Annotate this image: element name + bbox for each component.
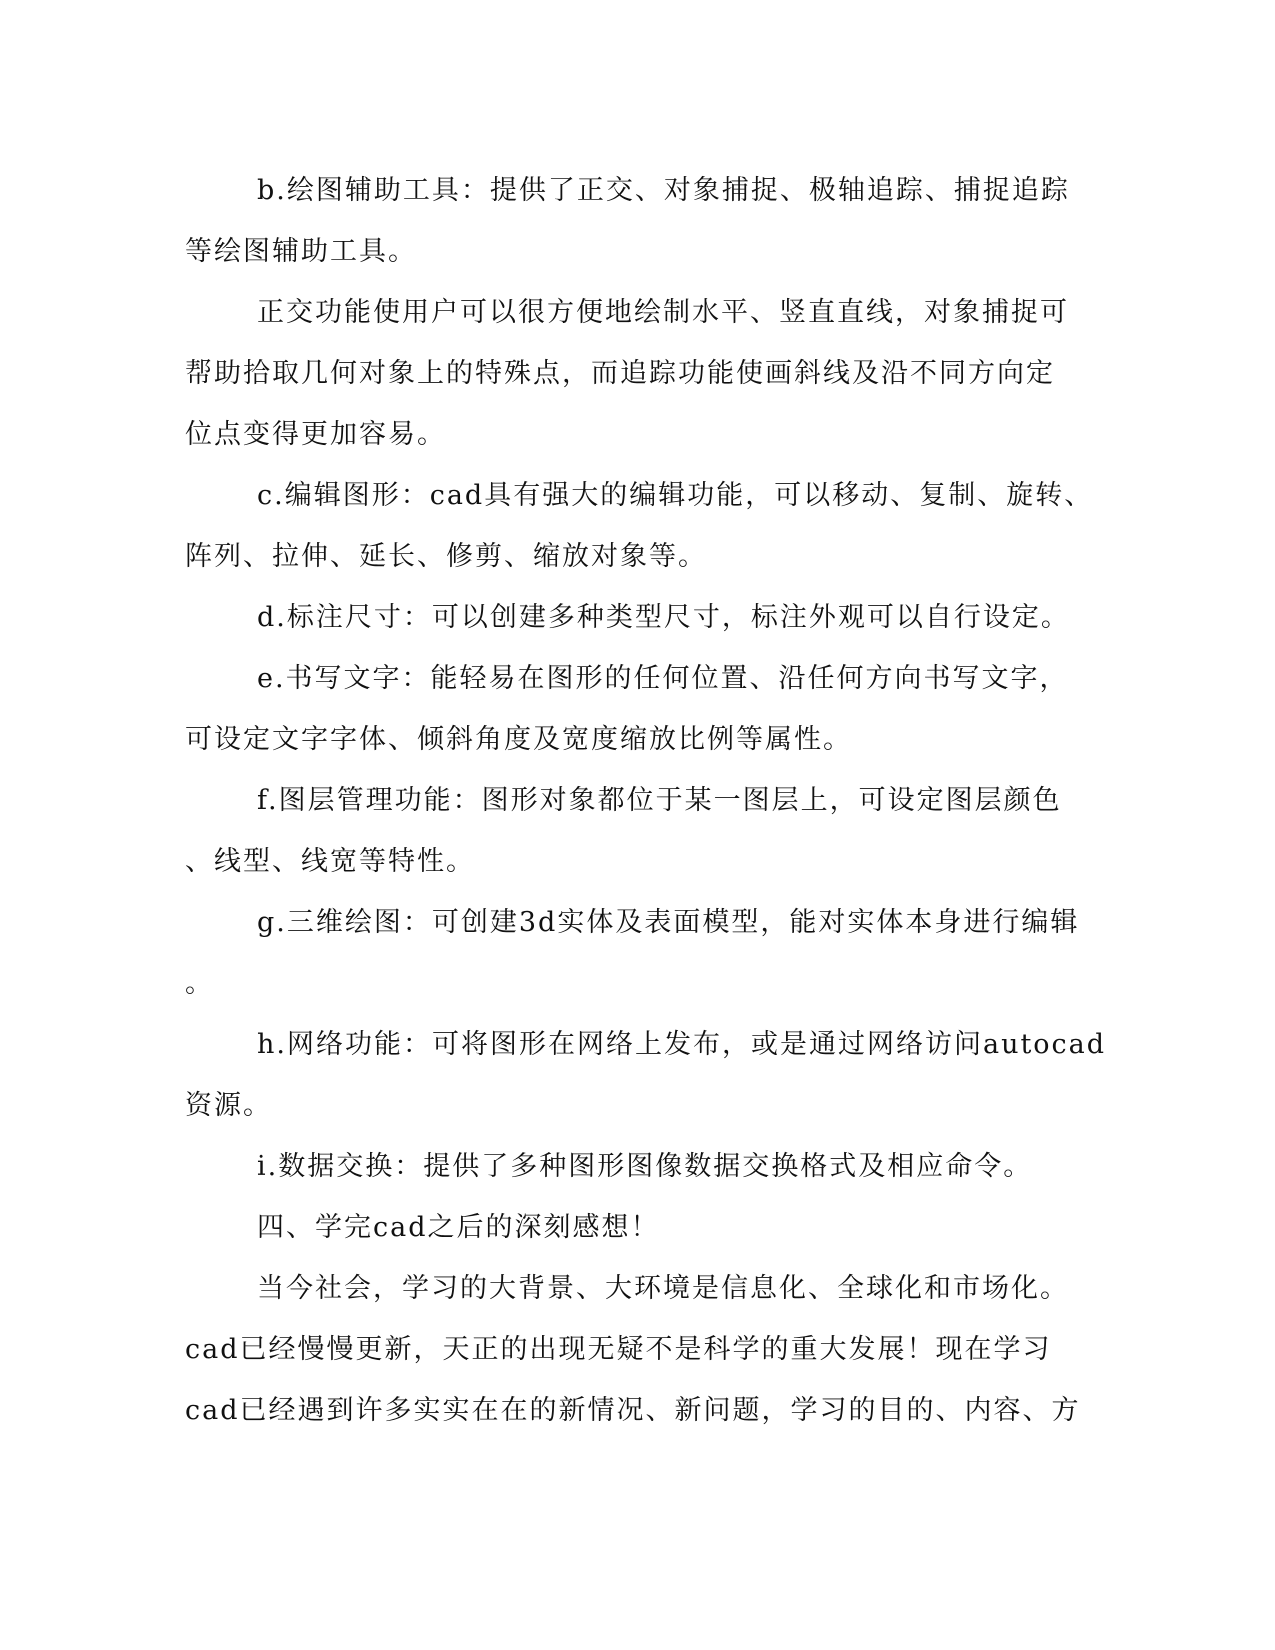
text-line: e.书写文字：能轻易在图形的任何位置、沿任何方向书写文字， xyxy=(257,663,1069,694)
text-line: cad已经慢慢更新，天正的出现无疑不是科学的重大发展！现在学习 xyxy=(185,1334,1052,1365)
text-line: b.绘图辅助工具：提供了正交、对象捕捉、极轴追踪、捕捉追踪 xyxy=(257,175,1070,206)
text-line: g.三维绘图：可创建3d实体及表面模型，能对实体本身进行编辑 xyxy=(257,907,1080,938)
text-line: i.数据交换：提供了多种图形图像数据交换格式及相应命令。 xyxy=(257,1151,1033,1182)
text-line: 资源。 xyxy=(185,1090,272,1121)
text-line: d.标注尺寸：可以创建多种类型尺寸，标注外观可以自行设定。 xyxy=(257,602,1070,633)
text-line: c.编辑图形：cad具有强大的编辑功能，可以移动、复制、旋转、 xyxy=(257,480,1094,511)
text-line: 当今社会，学习的大背景、大环境是信息化、全球化和市场化。 xyxy=(257,1273,1069,1304)
text-line: 等绘图辅助工具。 xyxy=(185,236,417,267)
section-heading: 四、学完cad之后的深刻感想！ xyxy=(257,1212,660,1243)
text-line: 、线型、线宽等特性。 xyxy=(185,846,475,877)
text-line: 帮助拾取几何对象上的特殊点，而追踪功能使画斜线及沿不同方向定 xyxy=(185,358,1055,389)
text-line: 。 xyxy=(185,968,214,999)
text-line: 阵列、拉伸、延长、修剪、缩放对象等。 xyxy=(185,541,707,572)
text-line: 可设定文字字体、倾斜角度及宽度缩放比例等属性。 xyxy=(185,724,852,755)
text-line: 正交功能使用户可以很方便地绘制水平、竖直直线，对象捕捉可 xyxy=(257,297,1069,328)
document-body xyxy=(185,160,1107,1441)
text-line: h.网络功能：可将图形在网络上发布，或是通过网络访问autocad xyxy=(257,1029,1107,1060)
text-line: 位点变得更加容易。 xyxy=(185,419,446,450)
text-line: f.图层管理功能：图形对象都位于某一图层上，可设定图层颜色 xyxy=(257,785,1062,816)
text-line: cad已经遇到许多实实在在的新情况、新问题，学习的目的、内容、方 xyxy=(185,1395,1081,1426)
